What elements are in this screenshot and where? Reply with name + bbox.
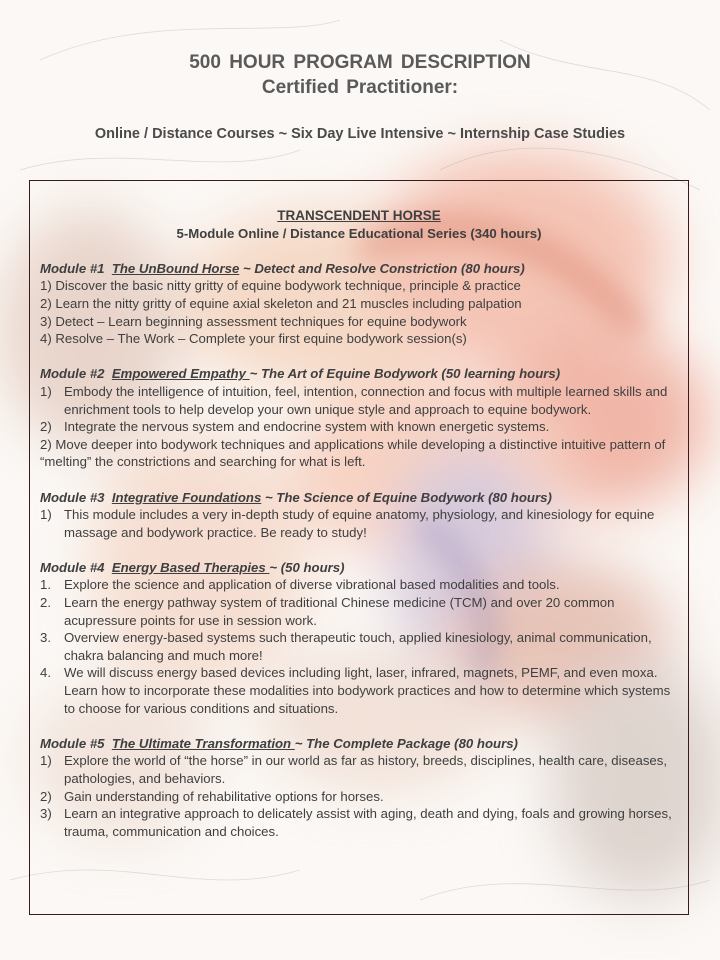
page-title: 500 HOUR PROGRAM DESCRIPTION (189, 52, 531, 73)
module-5-heading: Module #5 The Ultimate Transformation ~ The Complete Package (80 hours) (40, 735, 518, 751)
module-3-name: Integrative Foundations (111, 489, 262, 505)
module-1-line: 3) Detect – Learn beginning assessment techniques for equine bodywork (40, 313, 467, 329)
series-title: TRANSCENDENT HORSE (277, 208, 441, 223)
module-3-heading: Module #3 Integrative Foundations ~ The Science of Equine Bodywork (80 hours) (40, 489, 552, 505)
module-2-note: 2) Move deeper into bodywork techniques and applications while developing a distinctive intuitive pattern of “melting” the constrictions and searching for what is left. (40, 436, 666, 470)
module-1-line: 2) Learn the nitty gritty of equine axial skeleton and 21 muscles including palpation (40, 295, 522, 311)
series-subtitle: 5-Module Online / Distance Educational Series (340 hours) (176, 225, 542, 241)
module-4-heading: Module #4 Energy Based Therapies ~ (50 hours) (40, 559, 345, 575)
module-5-item: 2) Gain understanding of rehabilitative options for horses. (40, 788, 384, 804)
module-4-item: 3. Overview energy-based systems such therapeutic touch, applied kinesiology, animal communication, chakra balancing and much more! (40, 630, 652, 663)
module-2-item: 1) Embody the intelligence of intuition, feel, intention, connection and focus with multiple learned skills and enrichment tools to help develop your own unique style and approach to equine bodywork. (40, 383, 668, 417)
module-2-name: Empowered Empathy (111, 366, 250, 382)
page-subtitle: Certified Practitioner: (261, 77, 459, 98)
module-4-item: 2. Learn the energy pathway system of traditional Chinese medicine (TCM) and over 20 common acupressure points for use in session work. (40, 595, 615, 628)
module-5-item: 1) Explore the world of “the horse” in our world as far as history, breeds, disciplines, health care, diseases, pathologies, and behaviors. (40, 753, 668, 786)
module-1-name: The UnBound Horse (111, 260, 240, 276)
module-1-line: 4) Resolve – The Work – Complete your first equine bodywork session(s) (40, 331, 467, 347)
module-4-item: 1. Explore the science and application of diverse vibrational based modalities and tools. (40, 577, 560, 593)
program-content (40, 207, 678, 840)
module-1-heading: Module #1 The UnBound Horse ~ Detect and Resolve Constriction (80 hours) (40, 260, 525, 276)
module-3-item: 1) This module includes a very in-depth study of equine anatomy, physiology, and kinesiology for equine massage and bodywork practice. Be ready to study! (40, 507, 655, 540)
program-tagline: Online / Distance Courses ~ Six Day Live Intensive ~ Internship Case Studies (94, 126, 626, 142)
module-4-name: Energy Based Therapies (111, 559, 270, 575)
module-2-heading: Module #2 Empowered Empathy ~ The Art of Equine Bodywork (50 learning hours) (40, 366, 561, 382)
module-5-name: The Ultimate Transformation (111, 735, 295, 751)
module-5-item: 3) Learn an integrative approach to delicately assist with aging, death and dying, foals and growing horses, trauma, communication and choices. (40, 806, 672, 839)
module-2-item: 2) Integrate the nervous system and endocrine system with known energetic systems. (40, 419, 550, 435)
module-4-item: 4. We will discuss energy based devices including light, laser, infrared, magnets, PEMF, and even moxa. Learn how to incorporate these modalities into bodywork practices and how to determine which systems to choose for various conditions and situations. (40, 665, 671, 716)
module-1-line: 1) Discover the basic nitty gritty of equine bodywork technique, principle & practice (40, 278, 521, 294)
